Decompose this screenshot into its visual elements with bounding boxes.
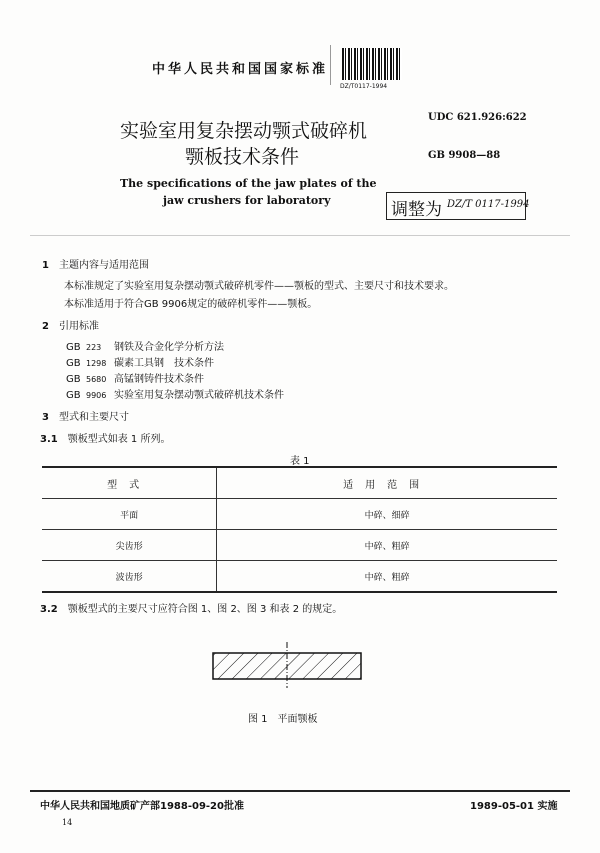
udc-code: UDC 621.926:622: [428, 112, 527, 123]
section-2-heading: 2 引用标准: [42, 321, 99, 332]
reference-item: GB 1298 碳素工具钢 技术条件: [66, 358, 214, 369]
title-en-line2: jaw crushers for laboratory: [163, 194, 331, 207]
header-divider: [330, 45, 331, 85]
section-3-1: 3.1 颚板型式如表 1 所列。: [40, 434, 171, 445]
table-1-caption: 表 1: [290, 456, 310, 467]
table-1: [42, 466, 557, 593]
reference-item: GB 9906 实验室用复杂摆动颚式破碎机技术条件: [66, 390, 284, 401]
section-3-heading: 3 型式和主要尺寸: [42, 412, 129, 423]
footer-rule: [30, 790, 570, 792]
national-standard-header: 中华人民共和国国家标准: [152, 62, 329, 77]
figure-1-caption: 图 1 平面颚板: [248, 714, 318, 725]
header-type: 型式: [42, 467, 217, 499]
table-row: 尖齿形 中碎、粗碎: [42, 530, 557, 561]
revision-stamp: [386, 192, 530, 220]
section-1-para-1: 本标准规定了实验室用复杂摆动颚式破碎机零件——颚板的型式、主要尺寸和技术要求。: [64, 281, 454, 292]
title-zh-line1: 实验室用复杂摆动颚式破碎机: [120, 120, 368, 142]
title-en-line1: The specifications of the jaw plates of the: [120, 177, 377, 190]
header-application: 适用范围: [217, 467, 557, 499]
section-1-heading: 1 主题内容与适用范围: [42, 260, 149, 271]
reference-item: GB 223 钢铁及合金化学分析方法: [66, 342, 224, 353]
barcode: [342, 48, 402, 80]
stamp-handwritten: DZ/T 0117-1994: [447, 199, 530, 210]
reference-item: GB 5680 高锰钢铸件技术条件: [66, 374, 204, 385]
table-row: 波齿形 中碎、粗碎: [42, 561, 557, 593]
implementation-date: 1989-05-01 实施: [470, 801, 558, 812]
page-number: 14: [62, 818, 73, 827]
stamp-label: 调整为: [391, 200, 442, 220]
table-row: 平面 中碎、细碎: [42, 499, 557, 530]
section-1-para-2: 本标准适用于符合GB 9906规定的破碎机零件——颚板。: [64, 299, 318, 310]
approval-text: 中华人民共和国地质矿产部1988-09-20批准: [40, 801, 244, 812]
gb-number: GB 9908—88: [428, 150, 501, 161]
barcode-text: DZ/T0117-1994: [340, 83, 388, 90]
reference-list: [66, 340, 284, 404]
figure-1-flat-jaw-plate: [200, 640, 380, 690]
title-zh-line2: 颚板技术条件: [185, 146, 300, 168]
header-rule: [30, 235, 570, 236]
section-3-2: 3.2 颚板型式的主要尺寸应符合图 1、图 2、图 3 和表 2 的规定。: [40, 604, 343, 615]
